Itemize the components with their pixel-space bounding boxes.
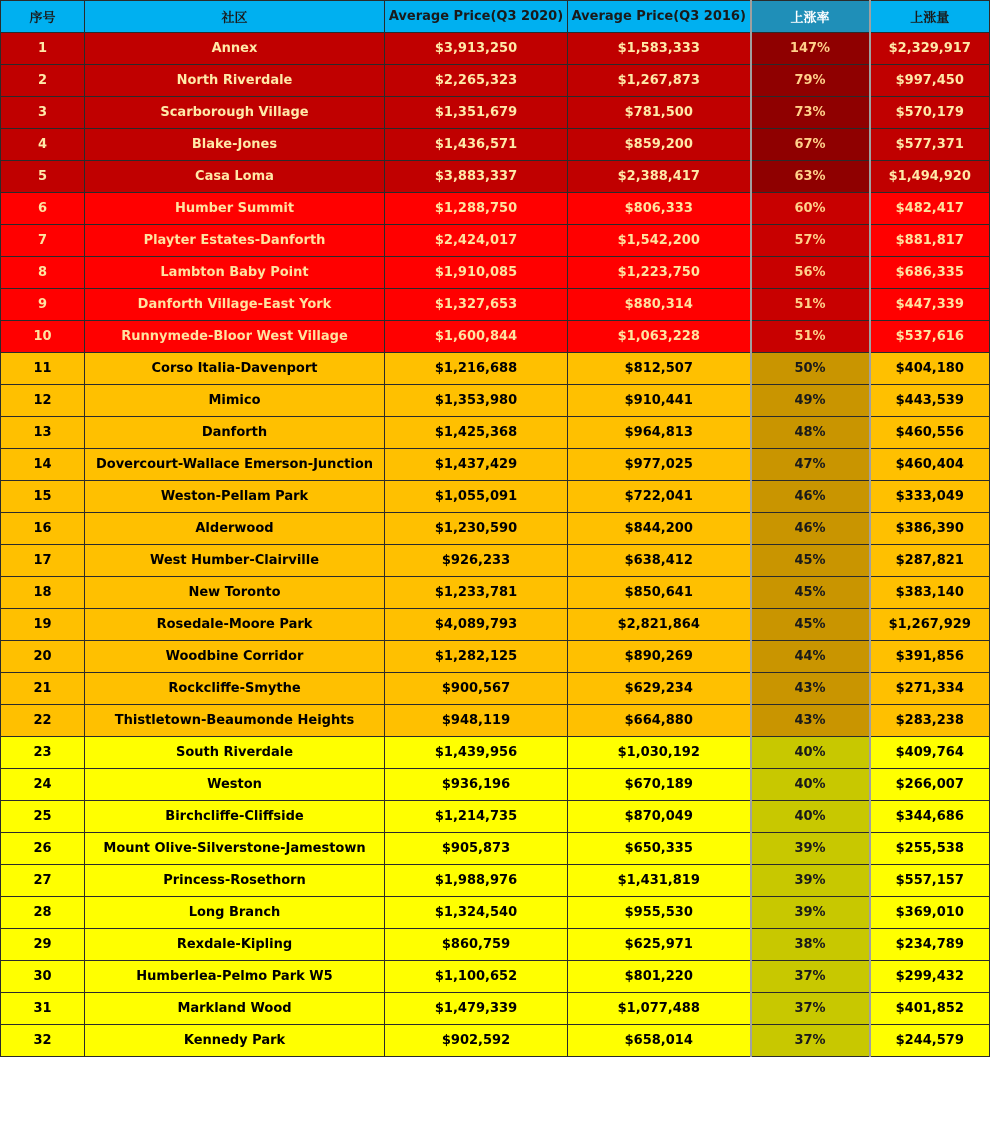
cell-index: 1 <box>1 33 85 65</box>
cell-increase-rate: 37% <box>751 961 870 993</box>
cell-increase-amount: $577,371 <box>870 129 990 161</box>
cell-community: Thistletown-Beaumonde Heights <box>85 705 385 737</box>
cell-price-2016: $638,412 <box>568 545 751 577</box>
table-row <box>1 673 990 705</box>
table-row <box>1 225 990 257</box>
cell-community: Danforth <box>85 417 385 449</box>
cell-community: Mount Olive-Silverstone-Jamestown <box>85 833 385 865</box>
cell-price-2020: $1,100,652 <box>385 961 568 993</box>
cell-index: 14 <box>1 449 85 481</box>
cell-index: 15 <box>1 481 85 513</box>
cell-increase-rate: 43% <box>751 673 870 705</box>
cell-increase-amount: $401,852 <box>870 993 990 1025</box>
cell-price-2016: $1,583,333 <box>568 33 751 65</box>
cell-price-2020: $936,196 <box>385 769 568 801</box>
table-row <box>1 801 990 833</box>
cell-community: North Riverdale <box>85 65 385 97</box>
cell-community: Scarborough Village <box>85 97 385 129</box>
cell-price-2016: $890,269 <box>568 641 751 673</box>
cell-index: 25 <box>1 801 85 833</box>
cell-price-2020: $1,216,688 <box>385 353 568 385</box>
cell-price-2016: $781,500 <box>568 97 751 129</box>
cell-index: 23 <box>1 737 85 769</box>
cell-price-2016: $964,813 <box>568 417 751 449</box>
cell-price-2016: $1,223,750 <box>568 257 751 289</box>
cell-index: 18 <box>1 577 85 609</box>
cell-index: 20 <box>1 641 85 673</box>
cell-increase-amount: $570,179 <box>870 97 990 129</box>
cell-community: Weston-Pellam Park <box>85 481 385 513</box>
cell-price-2020: $1,910,085 <box>385 257 568 289</box>
cell-index: 24 <box>1 769 85 801</box>
cell-increase-rate: 45% <box>751 609 870 641</box>
cell-community: Dovercourt-Wallace Emerson-Junction <box>85 449 385 481</box>
cell-community: West Humber-Clairville <box>85 545 385 577</box>
cell-price-2016: $955,530 <box>568 897 751 929</box>
cell-increase-rate: 50% <box>751 353 870 385</box>
cell-price-2020: $1,439,956 <box>385 737 568 769</box>
cell-price-2020: $1,230,590 <box>385 513 568 545</box>
cell-increase-amount: $299,432 <box>870 961 990 993</box>
table-body <box>1 33 990 1057</box>
cell-increase-rate: 40% <box>751 737 870 769</box>
cell-price-2020: $1,479,339 <box>385 993 568 1025</box>
cell-community: Woodbine Corridor <box>85 641 385 673</box>
cell-price-2020: $902,592 <box>385 1025 568 1057</box>
table-row <box>1 865 990 897</box>
cell-price-2016: $1,542,200 <box>568 225 751 257</box>
table-row <box>1 321 990 353</box>
table-row <box>1 769 990 801</box>
cell-index: 21 <box>1 673 85 705</box>
table-row <box>1 97 990 129</box>
cell-increase-amount: $369,010 <box>870 897 990 929</box>
cell-index: 10 <box>1 321 85 353</box>
cell-increase-amount: $881,817 <box>870 225 990 257</box>
cell-price-2016: $880,314 <box>568 289 751 321</box>
cell-price-2020: $900,567 <box>385 673 568 705</box>
cell-index: 11 <box>1 353 85 385</box>
cell-increase-amount: $447,339 <box>870 289 990 321</box>
cell-price-2016: $801,220 <box>568 961 751 993</box>
cell-community: New Toronto <box>85 577 385 609</box>
cell-price-2016: $977,025 <box>568 449 751 481</box>
cell-community: Markland Wood <box>85 993 385 1025</box>
table-row <box>1 129 990 161</box>
table-row <box>1 353 990 385</box>
cell-increase-amount: $404,180 <box>870 353 990 385</box>
cell-increase-amount: $997,450 <box>870 65 990 97</box>
cell-price-2016: $1,431,819 <box>568 865 751 897</box>
cell-increase-amount: $482,417 <box>870 193 990 225</box>
cell-price-2020: $1,437,429 <box>385 449 568 481</box>
table-row <box>1 513 990 545</box>
cell-price-2016: $2,388,417 <box>568 161 751 193</box>
cell-community: Humber Summit <box>85 193 385 225</box>
cell-increase-amount: $686,335 <box>870 257 990 289</box>
cell-index: 9 <box>1 289 85 321</box>
cell-increase-amount: $266,007 <box>870 769 990 801</box>
cell-community: Rosedale-Moore Park <box>85 609 385 641</box>
cell-index: 29 <box>1 929 85 961</box>
cell-increase-amount: $333,049 <box>870 481 990 513</box>
cell-price-2020: $1,353,980 <box>385 385 568 417</box>
cell-community: Danforth Village-East York <box>85 289 385 321</box>
cell-increase-amount: $234,789 <box>870 929 990 961</box>
table-row <box>1 705 990 737</box>
cell-increase-rate: 40% <box>751 801 870 833</box>
cell-index: 3 <box>1 97 85 129</box>
cell-increase-amount: $386,390 <box>870 513 990 545</box>
cell-index: 16 <box>1 513 85 545</box>
cell-index: 12 <box>1 385 85 417</box>
cell-price-2020: $3,883,337 <box>385 161 568 193</box>
cell-price-2020: $1,288,750 <box>385 193 568 225</box>
cell-increase-rate: 147% <box>751 33 870 65</box>
cell-price-2020: $1,351,679 <box>385 97 568 129</box>
header-increase-amount: 上涨量 <box>870 1 990 33</box>
table-row <box>1 929 990 961</box>
cell-price-2020: $905,873 <box>385 833 568 865</box>
cell-community: Long Branch <box>85 897 385 929</box>
cell-increase-rate: 51% <box>751 289 870 321</box>
cell-increase-amount: $244,579 <box>870 1025 990 1057</box>
cell-price-2016: $859,200 <box>568 129 751 161</box>
cell-increase-rate: 46% <box>751 481 870 513</box>
cell-community: Mimico <box>85 385 385 417</box>
cell-price-2016: $1,077,488 <box>568 993 751 1025</box>
cell-increase-rate: 43% <box>751 705 870 737</box>
cell-increase-amount: $283,238 <box>870 705 990 737</box>
cell-index: 8 <box>1 257 85 289</box>
cell-price-2016: $806,333 <box>568 193 751 225</box>
cell-price-2020: $1,324,540 <box>385 897 568 929</box>
cell-increase-rate: 57% <box>751 225 870 257</box>
cell-index: 28 <box>1 897 85 929</box>
cell-increase-rate: 39% <box>751 833 870 865</box>
cell-index: 7 <box>1 225 85 257</box>
cell-increase-amount: $460,556 <box>870 417 990 449</box>
cell-price-2016: $664,880 <box>568 705 751 737</box>
cell-price-2016: $625,971 <box>568 929 751 961</box>
cell-increase-amount: $443,539 <box>870 385 990 417</box>
table-row <box>1 545 990 577</box>
cell-index: 22 <box>1 705 85 737</box>
cell-increase-amount: $557,157 <box>870 865 990 897</box>
cell-increase-amount: $255,538 <box>870 833 990 865</box>
cell-price-2020: $1,282,125 <box>385 641 568 673</box>
cell-price-2016: $722,041 <box>568 481 751 513</box>
cell-index: 6 <box>1 193 85 225</box>
cell-index: 17 <box>1 545 85 577</box>
cell-index: 5 <box>1 161 85 193</box>
cell-price-2020: $1,425,368 <box>385 417 568 449</box>
cell-increase-rate: 44% <box>751 641 870 673</box>
cell-price-2016: $629,234 <box>568 673 751 705</box>
header-index: 序号 <box>1 1 85 33</box>
cell-increase-rate: 48% <box>751 417 870 449</box>
cell-increase-rate: 51% <box>751 321 870 353</box>
cell-price-2020: $1,055,091 <box>385 481 568 513</box>
cell-price-2016: $2,821,864 <box>568 609 751 641</box>
cell-community: Playter Estates-Danforth <box>85 225 385 257</box>
cell-price-2016: $870,049 <box>568 801 751 833</box>
cell-increase-amount: $2,329,917 <box>870 33 990 65</box>
cell-index: 19 <box>1 609 85 641</box>
cell-increase-rate: 47% <box>751 449 870 481</box>
cell-index: 27 <box>1 865 85 897</box>
cell-community: Corso Italia-Davenport <box>85 353 385 385</box>
cell-increase-rate: 56% <box>751 257 870 289</box>
cell-price-2016: $650,335 <box>568 833 751 865</box>
table-row <box>1 609 990 641</box>
cell-price-2016: $850,641 <box>568 577 751 609</box>
table-row <box>1 833 990 865</box>
cell-index: 31 <box>1 993 85 1025</box>
cell-increase-amount: $271,334 <box>870 673 990 705</box>
cell-increase-rate: 45% <box>751 577 870 609</box>
table-row <box>1 641 990 673</box>
cell-index: 13 <box>1 417 85 449</box>
cell-community: Alderwood <box>85 513 385 545</box>
cell-community: Humberlea-Pelmo Park W5 <box>85 961 385 993</box>
cell-community: Kennedy Park <box>85 1025 385 1057</box>
cell-community: South Riverdale <box>85 737 385 769</box>
table-row <box>1 193 990 225</box>
cell-price-2020: $948,119 <box>385 705 568 737</box>
cell-price-2016: $812,507 <box>568 353 751 385</box>
cell-price-2020: $1,600,844 <box>385 321 568 353</box>
cell-increase-amount: $460,404 <box>870 449 990 481</box>
cell-price-2016: $670,189 <box>568 769 751 801</box>
cell-community: Rexdale-Kipling <box>85 929 385 961</box>
cell-increase-rate: 60% <box>751 193 870 225</box>
cell-increase-rate: 40% <box>751 769 870 801</box>
cell-increase-rate: 63% <box>751 161 870 193</box>
cell-increase-amount: $383,140 <box>870 577 990 609</box>
cell-community: Runnymede-Bloor West Village <box>85 321 385 353</box>
cell-community: Birchcliffe-Cliffside <box>85 801 385 833</box>
header-price-2020: Average Price(Q3 2020) <box>385 1 568 33</box>
cell-index: 32 <box>1 1025 85 1057</box>
cell-increase-rate: 38% <box>751 929 870 961</box>
table-row <box>1 1025 990 1057</box>
cell-increase-rate: 39% <box>751 865 870 897</box>
cell-price-2020: $3,913,250 <box>385 33 568 65</box>
cell-price-2020: $1,233,781 <box>385 577 568 609</box>
cell-increase-rate: 73% <box>751 97 870 129</box>
cell-price-2020: $1,436,571 <box>385 129 568 161</box>
cell-community: Blake-Jones <box>85 129 385 161</box>
cell-increase-amount: $344,686 <box>870 801 990 833</box>
table-row <box>1 385 990 417</box>
cell-increase-rate: 46% <box>751 513 870 545</box>
cell-price-2020: $860,759 <box>385 929 568 961</box>
cell-increase-rate: 49% <box>751 385 870 417</box>
cell-price-2020: $1,988,976 <box>385 865 568 897</box>
table-row <box>1 993 990 1025</box>
table-row <box>1 257 990 289</box>
cell-increase-rate: 39% <box>751 897 870 929</box>
cell-price-2016: $1,030,192 <box>568 737 751 769</box>
cell-community: Lambton Baby Point <box>85 257 385 289</box>
cell-price-2016: $1,267,873 <box>568 65 751 97</box>
table-row <box>1 289 990 321</box>
cell-price-2020: $4,089,793 <box>385 609 568 641</box>
cell-index: 2 <box>1 65 85 97</box>
cell-price-2020: $926,233 <box>385 545 568 577</box>
cell-price-2016: $1,063,228 <box>568 321 751 353</box>
cell-increase-rate: 79% <box>751 65 870 97</box>
table-row <box>1 417 990 449</box>
header-increase-rate: 上涨率 <box>751 1 870 33</box>
cell-increase-amount: $409,764 <box>870 737 990 769</box>
cell-price-2016: $910,441 <box>568 385 751 417</box>
cell-price-2020: $1,214,735 <box>385 801 568 833</box>
table-row <box>1 897 990 929</box>
cell-price-2020: $2,424,017 <box>385 225 568 257</box>
cell-increase-amount: $391,856 <box>870 641 990 673</box>
table-row <box>1 161 990 193</box>
cell-community: Casa Loma <box>85 161 385 193</box>
cell-price-2020: $2,265,323 <box>385 65 568 97</box>
cell-index: 30 <box>1 961 85 993</box>
cell-community: Rockcliffe-Smythe <box>85 673 385 705</box>
cell-index: 4 <box>1 129 85 161</box>
table-row <box>1 33 990 65</box>
header-row <box>1 1 990 33</box>
header-community: 社区 <box>85 1 385 33</box>
cell-increase-amount: $1,494,920 <box>870 161 990 193</box>
cell-index: 26 <box>1 833 85 865</box>
cell-increase-rate: 37% <box>751 993 870 1025</box>
table-row <box>1 481 990 513</box>
cell-increase-rate: 67% <box>751 129 870 161</box>
table-row <box>1 65 990 97</box>
table-row <box>1 737 990 769</box>
cell-increase-rate: 37% <box>751 1025 870 1057</box>
header-price-2016: Average Price(Q3 2016) <box>568 1 751 33</box>
cell-community: Princess-Rosethorn <box>85 865 385 897</box>
cell-price-2016: $658,014 <box>568 1025 751 1057</box>
cell-increase-amount: $537,616 <box>870 321 990 353</box>
table-row <box>1 449 990 481</box>
table-row <box>1 577 990 609</box>
table-row <box>1 961 990 993</box>
cell-community: Weston <box>85 769 385 801</box>
cell-increase-rate: 45% <box>751 545 870 577</box>
cell-price-2020: $1,327,653 <box>385 289 568 321</box>
cell-community: Annex <box>85 33 385 65</box>
cell-increase-amount: $1,267,929 <box>870 609 990 641</box>
cell-price-2016: $844,200 <box>568 513 751 545</box>
cell-increase-amount: $287,821 <box>870 545 990 577</box>
